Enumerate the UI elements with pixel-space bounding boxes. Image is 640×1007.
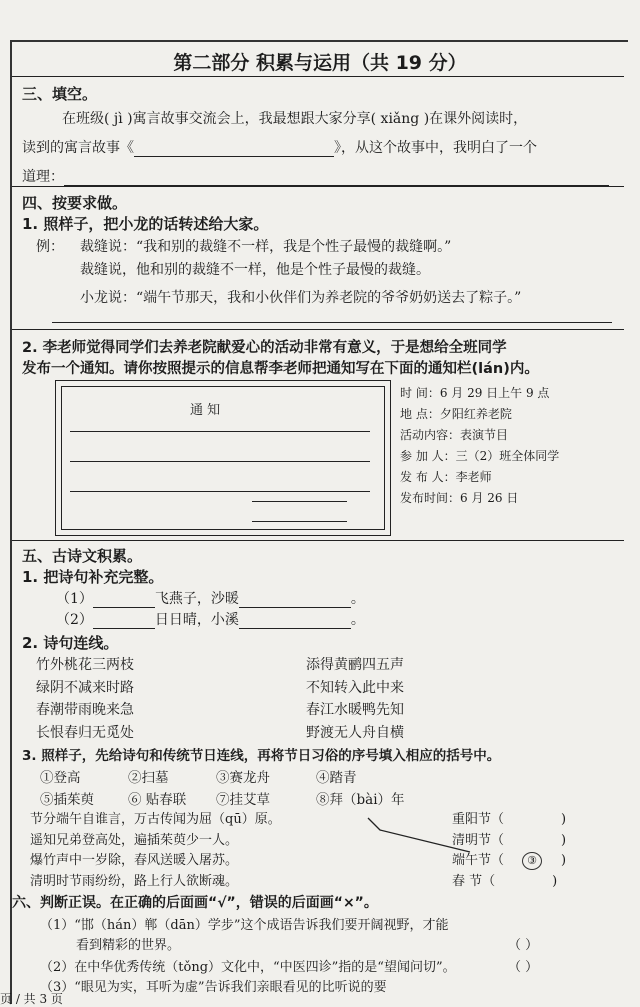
festival-qingming-close: ) bbox=[560, 832, 567, 848]
s4-q1: 1. 照样子，把小龙的话转述给大家。 bbox=[22, 215, 269, 233]
page-title: 第二部分 积累与运用（共 19 分） bbox=[173, 52, 467, 74]
page-footer: 页 / 共 3 页 bbox=[0, 992, 63, 1006]
sample-answer-circle: ③ bbox=[522, 852, 542, 870]
poem-fill-2: （2） 日日晴，小溪 。 bbox=[56, 612, 365, 628]
notice-title: 通 知 bbox=[190, 403, 221, 418]
s3-line-3-label: 道理： bbox=[22, 169, 64, 185]
s3-line-2-end: 》，从这个故事中，我明白了一个 bbox=[334, 140, 537, 156]
section-4-heading: 四、按要求做。 bbox=[22, 194, 128, 212]
poem-fill-2-num: （2） bbox=[56, 612, 93, 628]
festival-chunjie-label: 春 节（ bbox=[452, 873, 496, 889]
example-link-line bbox=[368, 818, 470, 852]
judge-2-answer[interactable]: （ ） bbox=[508, 960, 539, 975]
example-label: 例： bbox=[36, 239, 64, 255]
judge-3: （3）“眼见为实，耳听为虚”告诉我们亲眼看见的比听说的要 bbox=[40, 980, 387, 995]
info-publisher: 发 布 人：李老师 bbox=[400, 470, 492, 484]
poem-fill-1: （1） 飞燕子，沙暖 。 bbox=[56, 591, 365, 607]
option-2: ②扫墓 bbox=[128, 770, 169, 786]
match-left-1[interactable]: 竹外桃花三两枝 bbox=[36, 657, 134, 673]
section-6-heading: 六、判断正误。在正确的后面画“√”，错误的后面画“×”。 bbox=[12, 895, 378, 911]
section-3-heading: 三、填空。 bbox=[22, 85, 98, 103]
s4-q2-line-2: 发布一个通知。请你按照提示的信息帮李老师把通知写在下面的通知栏(lán)内。 bbox=[22, 361, 539, 377]
info-participants: 参 加 人：三（2）班全体同学 bbox=[400, 449, 560, 463]
festival-poem-4[interactable]: 清明时节雨纷纷，路上行人欲断魂。 bbox=[30, 873, 239, 889]
match-right-1[interactable]: 添得黄鹂四五声 bbox=[306, 657, 404, 673]
match-right-2[interactable]: 不知转入此中来 bbox=[306, 679, 404, 696]
festival-qingming-label: 清明节（ bbox=[452, 832, 505, 848]
info-time: 时 间：6 月 29 日上午 9 点 bbox=[400, 386, 550, 400]
poem-fill-2-text: 日日晴，小溪 bbox=[154, 612, 239, 628]
option-7: ⑦挂艾草 bbox=[216, 792, 270, 808]
match-right-4[interactable]: 野渡无人舟自横 bbox=[306, 724, 404, 741]
festival-chunjie-close: ) bbox=[552, 873, 558, 889]
judge-1-line-2: 看到精彩的世界。 bbox=[76, 938, 181, 953]
info-place: 地 点：夕阳红养老院 bbox=[400, 407, 512, 421]
example-2: 裁缝说，他和别的裁缝不一样，他是个性子最慢的裁缝。 bbox=[80, 262, 430, 278]
match-right-3[interactable]: 春江水暖鸭先知 bbox=[306, 702, 404, 718]
judge-2: （2）在中华优秀传统（tǒng）文化中，“中医四诊”指的是“望闻问切”。 bbox=[40, 960, 456, 975]
option-8: ⑧拜（bài）年 bbox=[316, 792, 405, 808]
option-5: ⑤插茱萸 bbox=[40, 792, 94, 808]
match-left-4[interactable]: 长恨春归无觅处 bbox=[36, 724, 134, 741]
s5-q3: 3. 照样子，先给诗句和传统节日连线，再将节日习俗的序号填入相应的括号中。 bbox=[22, 748, 501, 764]
s3-line-2-start: 读到的寓言故事《 bbox=[22, 140, 134, 156]
s5-q1: 1. 把诗句补充完整。 bbox=[22, 568, 164, 586]
option-6: ⑥ 贴春联 bbox=[128, 792, 187, 808]
match-left-2[interactable]: 绿阴不减来时路 bbox=[36, 679, 134, 696]
match-left-3[interactable]: 春潮带雨晚来急 bbox=[36, 702, 134, 718]
judge-1-answer[interactable]: （ ） bbox=[508, 938, 539, 953]
section-5-heading: 五、古诗文积累。 bbox=[22, 547, 143, 565]
festival-chongyang-close: ) bbox=[560, 812, 567, 827]
s5-q2: 2. 诗句连线。 bbox=[22, 634, 119, 652]
festival-poem-3[interactable]: 爆竹声中一岁除，春风送暖入屠苏。 bbox=[30, 853, 239, 868]
festival-poem-1[interactable]: 节分端午自谁言，万古传闻为屈（qū）原。 bbox=[30, 812, 281, 827]
xiaolong-quote: 小龙说：“端午节那天，我和小伙伴们为养老院的爷爷奶奶送去了粽子。” bbox=[80, 290, 522, 306]
s3-line-1: 在班级( jì )寓言故事交流会上，我最想跟大家分享( xiǎng )在课外阅读时， bbox=[62, 111, 528, 127]
s4-q2-line-1: 2. 李老师觉得同学们去养老院献爱心的活动非常有意义，于是想给全班同学 bbox=[22, 340, 507, 356]
option-1: ①登高 bbox=[40, 770, 81, 786]
judge-1-line-1: （1）“邯（hán）郸（dān）学步”这个成语告诉我们要开阔视野，才能 bbox=[40, 918, 449, 933]
poem-fill-1-num: （1） bbox=[56, 591, 93, 607]
info-publish-date: 发布时间：6 月 26 日 bbox=[400, 491, 519, 505]
festival-chongyang-label: 重阳节（ bbox=[452, 812, 505, 827]
info-activity: 活动内容：表演节目 bbox=[400, 428, 509, 442]
example-1: 裁缝说：“我和别的裁缝不一样，我是个性子最慢的裁缝啊。” bbox=[80, 239, 452, 255]
festival-duanwu-close: ) bbox=[560, 853, 567, 868]
festival-poem-2[interactable]: 遥知兄弟登高处，遍插茱萸少一人。 bbox=[30, 832, 239, 848]
festival-duanwu-label: 端午节（ bbox=[452, 853, 505, 868]
poem-fill-1-text: 飞燕子，沙暖 bbox=[154, 591, 239, 607]
option-4: ④踏青 bbox=[316, 770, 357, 786]
option-3: ③赛龙舟 bbox=[216, 770, 270, 786]
